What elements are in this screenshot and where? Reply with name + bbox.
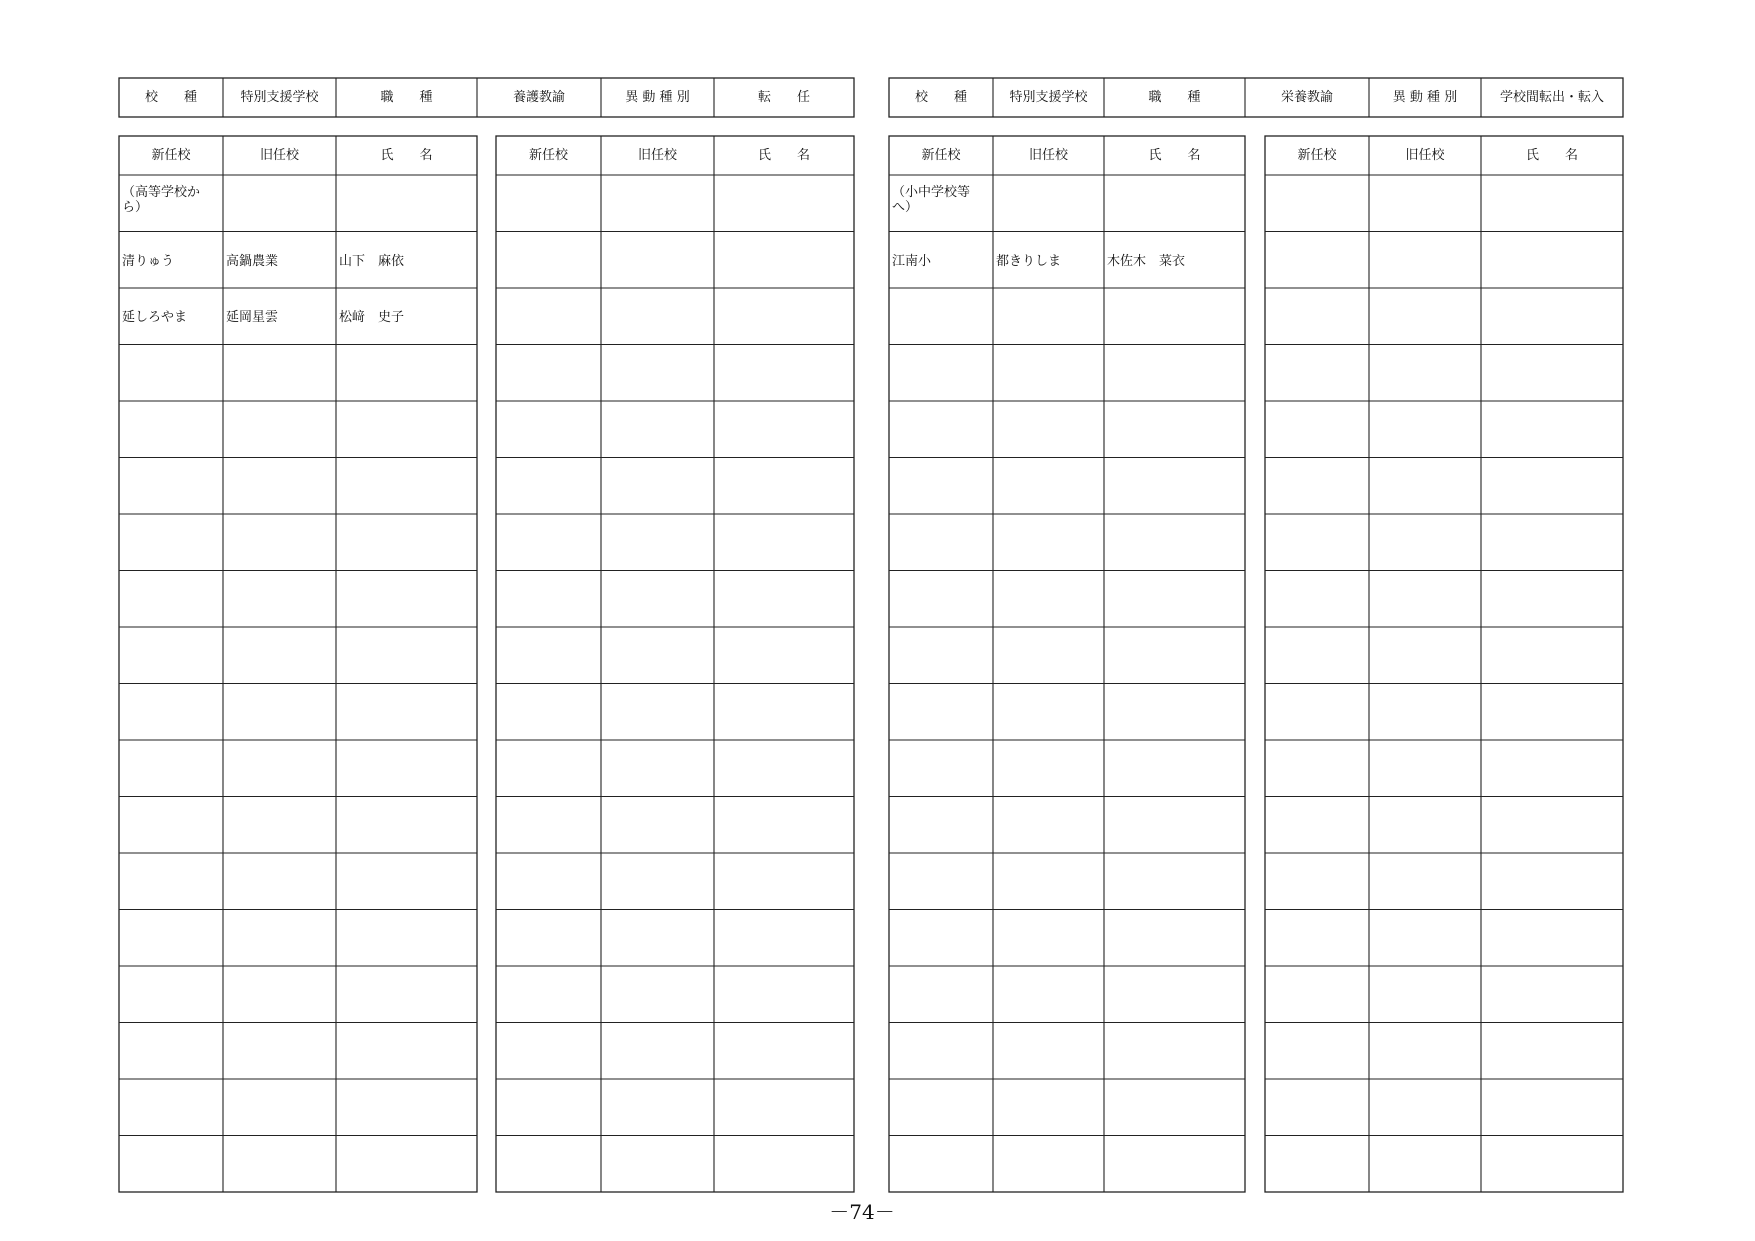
left-column-header: 氏 名	[380, 148, 433, 163]
table-box	[1265, 136, 1623, 1192]
table-cell	[223, 175, 336, 232]
left-school-type-value: 特別支援学校	[240, 90, 319, 105]
left-column-header: 新任校	[528, 148, 568, 163]
table-cell: （小中学校等へ）	[892, 185, 971, 215]
table-cell	[336, 175, 477, 232]
page-number: －74－	[829, 1200, 895, 1224]
table-cell: （高等学校から）	[122, 185, 201, 215]
left-column-header: 旧任校	[637, 148, 677, 163]
left-job-type-label: 職 種	[380, 90, 433, 105]
table-cell	[1104, 175, 1245, 232]
right-column-header: 新任校	[921, 148, 961, 163]
table-cell: 延しろやま	[122, 310, 188, 326]
table-cell: 山下 麻依	[339, 253, 405, 269]
right-transfer-type-value: 学校間転出・転入	[1499, 90, 1604, 105]
left-column-header: 氏 名	[757, 148, 810, 163]
right-school-type-label: 校 種	[914, 90, 967, 105]
table-cell: 木佐木 菜衣	[1107, 253, 1186, 269]
table-cell: 清りゅう	[122, 253, 175, 269]
left-column-header: 旧任校	[259, 148, 299, 163]
table-cell: 高鍋農業	[226, 253, 279, 269]
left-school-type-label: 校 種	[144, 90, 197, 105]
table-box	[889, 136, 1245, 1192]
table-cell: 都きりしま	[996, 253, 1062, 269]
right-school-type-value: 特別支援学校	[1009, 90, 1088, 105]
table-cell: 延岡星雲	[226, 310, 279, 326]
right-job-type-label: 職 種	[1148, 90, 1201, 105]
left-job-type-value: 養護教諭	[512, 90, 565, 105]
left-transfer-type-value: 転 任	[757, 90, 810, 105]
right-column-header: 氏 名	[1148, 148, 1201, 163]
table-cell	[993, 175, 1104, 232]
left-column-header: 新任校	[151, 148, 191, 163]
right-transfer-type-label: 異 動 種 別	[1392, 90, 1458, 105]
table-cell: 松﨑 史子	[339, 310, 405, 326]
right-column-header: 旧任校	[1028, 148, 1068, 163]
right-column-header: 氏 名	[1525, 148, 1578, 163]
right-column-header: 新任校	[1297, 148, 1337, 163]
left-transfer-type-label: 異 動 種 別	[625, 90, 690, 105]
table-box	[496, 136, 854, 1192]
right-job-type-value: 栄養教諭	[1280, 90, 1333, 105]
table-cell: 江南小	[892, 253, 932, 269]
right-column-header: 旧任校	[1405, 148, 1445, 163]
